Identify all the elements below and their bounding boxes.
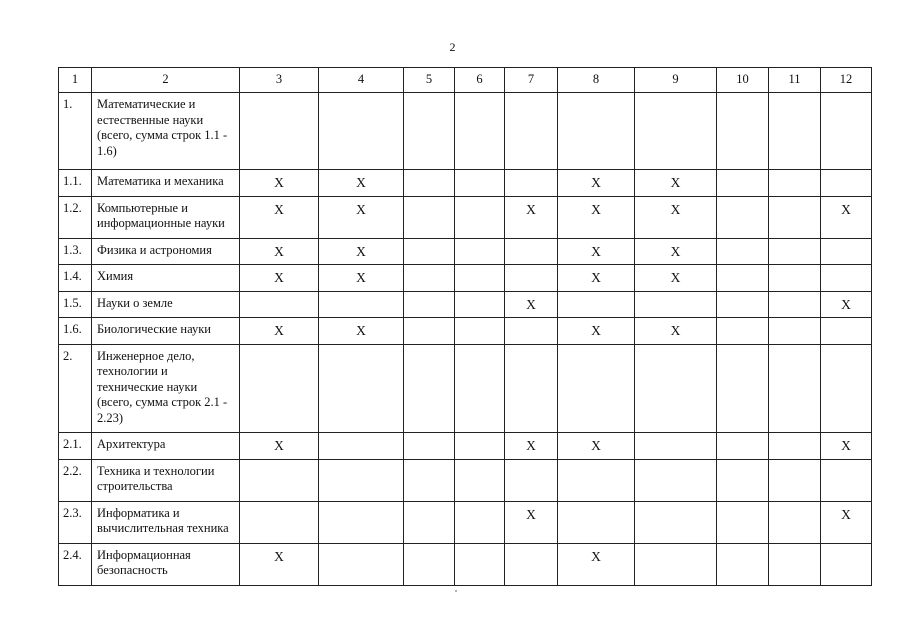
header-row <box>59 68 872 93</box>
row-number: 2. <box>59 344 92 433</box>
mark-cell <box>717 291 769 318</box>
row-number: 1.2. <box>59 196 92 238</box>
mark-cell <box>404 459 455 501</box>
mark-cell <box>635 291 717 318</box>
mark-cell <box>455 291 505 318</box>
mark-cell: X <box>319 170 404 197</box>
mark-cell <box>717 238 769 265</box>
row-number: 2.1. <box>59 433 92 460</box>
mark-cell: X <box>558 543 635 585</box>
mark-cell <box>717 543 769 585</box>
mark-cell <box>821 459 872 501</box>
mark-cell: X <box>558 170 635 197</box>
mark-cell <box>821 238 872 265</box>
column-header: 3 <box>240 68 319 93</box>
table-row <box>59 238 872 265</box>
mark-cell <box>505 170 558 197</box>
mark-cell <box>404 238 455 265</box>
mark-cell: X <box>558 318 635 345</box>
mark-cell <box>404 344 455 433</box>
column-header: 2 <box>92 68 240 93</box>
mark-cell <box>717 459 769 501</box>
mark-cell <box>558 93 635 170</box>
mark-cell <box>404 543 455 585</box>
mark-cell: X <box>240 543 319 585</box>
mark-cell <box>505 543 558 585</box>
mark-cell <box>319 433 404 460</box>
classification-table <box>58 67 872 586</box>
mark-cell <box>505 265 558 292</box>
column-header: 7 <box>505 68 558 93</box>
table-row <box>59 501 872 543</box>
row-number: 1.6. <box>59 318 92 345</box>
mark-cell <box>404 501 455 543</box>
mark-cell: X <box>319 238 404 265</box>
row-name: Физика и астрономия <box>92 238 240 265</box>
mark-cell: X <box>635 238 717 265</box>
row-name: Химия <box>92 265 240 292</box>
mark-cell <box>319 501 404 543</box>
mark-cell <box>769 170 821 197</box>
mark-cell: X <box>635 196 717 238</box>
mark-cell <box>240 291 319 318</box>
mark-cell: X <box>505 291 558 318</box>
mark-cell: X <box>558 238 635 265</box>
mark-cell <box>455 170 505 197</box>
row-number: 2.2. <box>59 459 92 501</box>
row-name: Математические и естественные науки (всего, сумма строк 1.1 - 1.6) <box>92 93 240 170</box>
mark-cell: X <box>240 265 319 292</box>
table-row <box>59 93 872 170</box>
column-header: 10 <box>717 68 769 93</box>
mark-cell <box>717 93 769 170</box>
mark-cell <box>558 344 635 433</box>
mark-cell <box>717 501 769 543</box>
mark-cell <box>717 170 769 197</box>
mark-cell: X <box>240 433 319 460</box>
mark-cell: X <box>505 501 558 543</box>
mark-cell <box>635 433 717 460</box>
mark-cell <box>635 543 717 585</box>
mark-cell <box>404 170 455 197</box>
mark-cell <box>319 344 404 433</box>
table-row <box>59 433 872 460</box>
mark-cell <box>505 318 558 345</box>
mark-cell <box>455 265 505 292</box>
mark-cell: X <box>240 196 319 238</box>
mark-cell <box>404 196 455 238</box>
table-row <box>59 543 872 585</box>
mark-cell: X <box>319 265 404 292</box>
column-header: 4 <box>319 68 404 93</box>
mark-cell <box>769 344 821 433</box>
mark-cell <box>717 265 769 292</box>
mark-cell <box>404 291 455 318</box>
mark-cell <box>769 501 821 543</box>
mark-cell <box>404 318 455 345</box>
mark-cell: X <box>821 501 872 543</box>
mark-cell <box>821 344 872 433</box>
mark-cell <box>455 501 505 543</box>
table-row <box>59 170 872 197</box>
table-row <box>59 318 872 345</box>
row-number: 1. <box>59 93 92 170</box>
row-number: 1.3. <box>59 238 92 265</box>
mark-cell <box>455 344 505 433</box>
mark-cell <box>635 459 717 501</box>
mark-cell: X <box>505 196 558 238</box>
mark-cell: X <box>558 196 635 238</box>
mark-cell <box>240 93 319 170</box>
mark-cell <box>455 543 505 585</box>
mark-cell <box>319 543 404 585</box>
mark-cell <box>240 344 319 433</box>
mark-cell <box>319 459 404 501</box>
table-row <box>59 265 872 292</box>
row-name: Техника и технологии строительства <box>92 459 240 501</box>
mark-cell: X <box>821 433 872 460</box>
row-name: Биологические науки <box>92 318 240 345</box>
mark-cell <box>404 433 455 460</box>
mark-cell <box>635 501 717 543</box>
row-number: 2.4. <box>59 543 92 585</box>
row-number: 1.5. <box>59 291 92 318</box>
mark-cell <box>769 433 821 460</box>
mark-cell <box>505 238 558 265</box>
mark-cell <box>455 93 505 170</box>
row-name: Математика и механика <box>92 170 240 197</box>
mark-cell <box>455 238 505 265</box>
mark-cell: X <box>635 170 717 197</box>
page-number: 2 <box>449 40 456 54</box>
mark-cell <box>455 196 505 238</box>
mark-cell <box>319 93 404 170</box>
row-number: 1.4. <box>59 265 92 292</box>
mark-cell <box>505 344 558 433</box>
mark-cell: X <box>505 433 558 460</box>
mark-cell: X <box>319 318 404 345</box>
table-row <box>59 196 872 238</box>
row-number: 1.1. <box>59 170 92 197</box>
mark-cell <box>455 318 505 345</box>
mark-cell <box>769 291 821 318</box>
column-header: 5 <box>404 68 455 93</box>
column-header: 1 <box>59 68 92 93</box>
column-header: 12 <box>821 68 872 93</box>
mark-cell: X <box>635 265 717 292</box>
mark-cell <box>717 196 769 238</box>
mark-cell <box>821 265 872 292</box>
mark-cell <box>558 291 635 318</box>
mark-cell: X <box>240 170 319 197</box>
mark-cell <box>769 459 821 501</box>
mark-cell <box>717 344 769 433</box>
mark-cell <box>558 459 635 501</box>
column-header: 11 <box>769 68 821 93</box>
mark-cell <box>404 93 455 170</box>
mark-cell <box>240 501 319 543</box>
row-number: 2.3. <box>59 501 92 543</box>
mark-cell: X <box>821 196 872 238</box>
mark-cell <box>240 459 319 501</box>
mark-cell <box>769 196 821 238</box>
mark-cell <box>769 93 821 170</box>
mark-cell <box>717 318 769 345</box>
row-name: Информационная безопасность <box>92 543 240 585</box>
mark-cell <box>635 93 717 170</box>
mark-cell: X <box>635 318 717 345</box>
mark-cell: X <box>558 265 635 292</box>
column-header: 9 <box>635 68 717 93</box>
row-name: Науки о земле <box>92 291 240 318</box>
mark-cell <box>769 543 821 585</box>
scan-speck <box>455 590 457 592</box>
mark-cell <box>769 265 821 292</box>
row-name: Инженерное дело, технологии и технические науки (всего, сумма строк 2.1 - 2.23) <box>92 344 240 433</box>
mark-cell <box>505 459 558 501</box>
row-name: Архитектура <box>92 433 240 460</box>
table-body <box>59 93 872 586</box>
mark-cell <box>455 459 505 501</box>
mark-cell <box>821 170 872 197</box>
mark-cell <box>717 433 769 460</box>
mark-cell: X <box>240 238 319 265</box>
mark-cell: X <box>240 318 319 345</box>
table-row <box>59 291 872 318</box>
mark-cell <box>769 238 821 265</box>
mark-cell <box>319 291 404 318</box>
mark-cell <box>455 433 505 460</box>
mark-cell: X <box>821 291 872 318</box>
mark-cell: X <box>319 196 404 238</box>
table-row <box>59 344 872 433</box>
column-header: 8 <box>558 68 635 93</box>
mark-cell <box>505 93 558 170</box>
mark-cell <box>635 344 717 433</box>
mark-cell <box>821 318 872 345</box>
mark-cell: X <box>558 433 635 460</box>
mark-cell <box>404 265 455 292</box>
mark-cell <box>821 543 872 585</box>
mark-cell <box>821 93 872 170</box>
mark-cell <box>769 318 821 345</box>
row-name: Информатика и вычислительная техника <box>92 501 240 543</box>
row-name: Компьютерные и информационные науки <box>92 196 240 238</box>
table-row <box>59 459 872 501</box>
column-header: 6 <box>455 68 505 93</box>
mark-cell <box>558 501 635 543</box>
